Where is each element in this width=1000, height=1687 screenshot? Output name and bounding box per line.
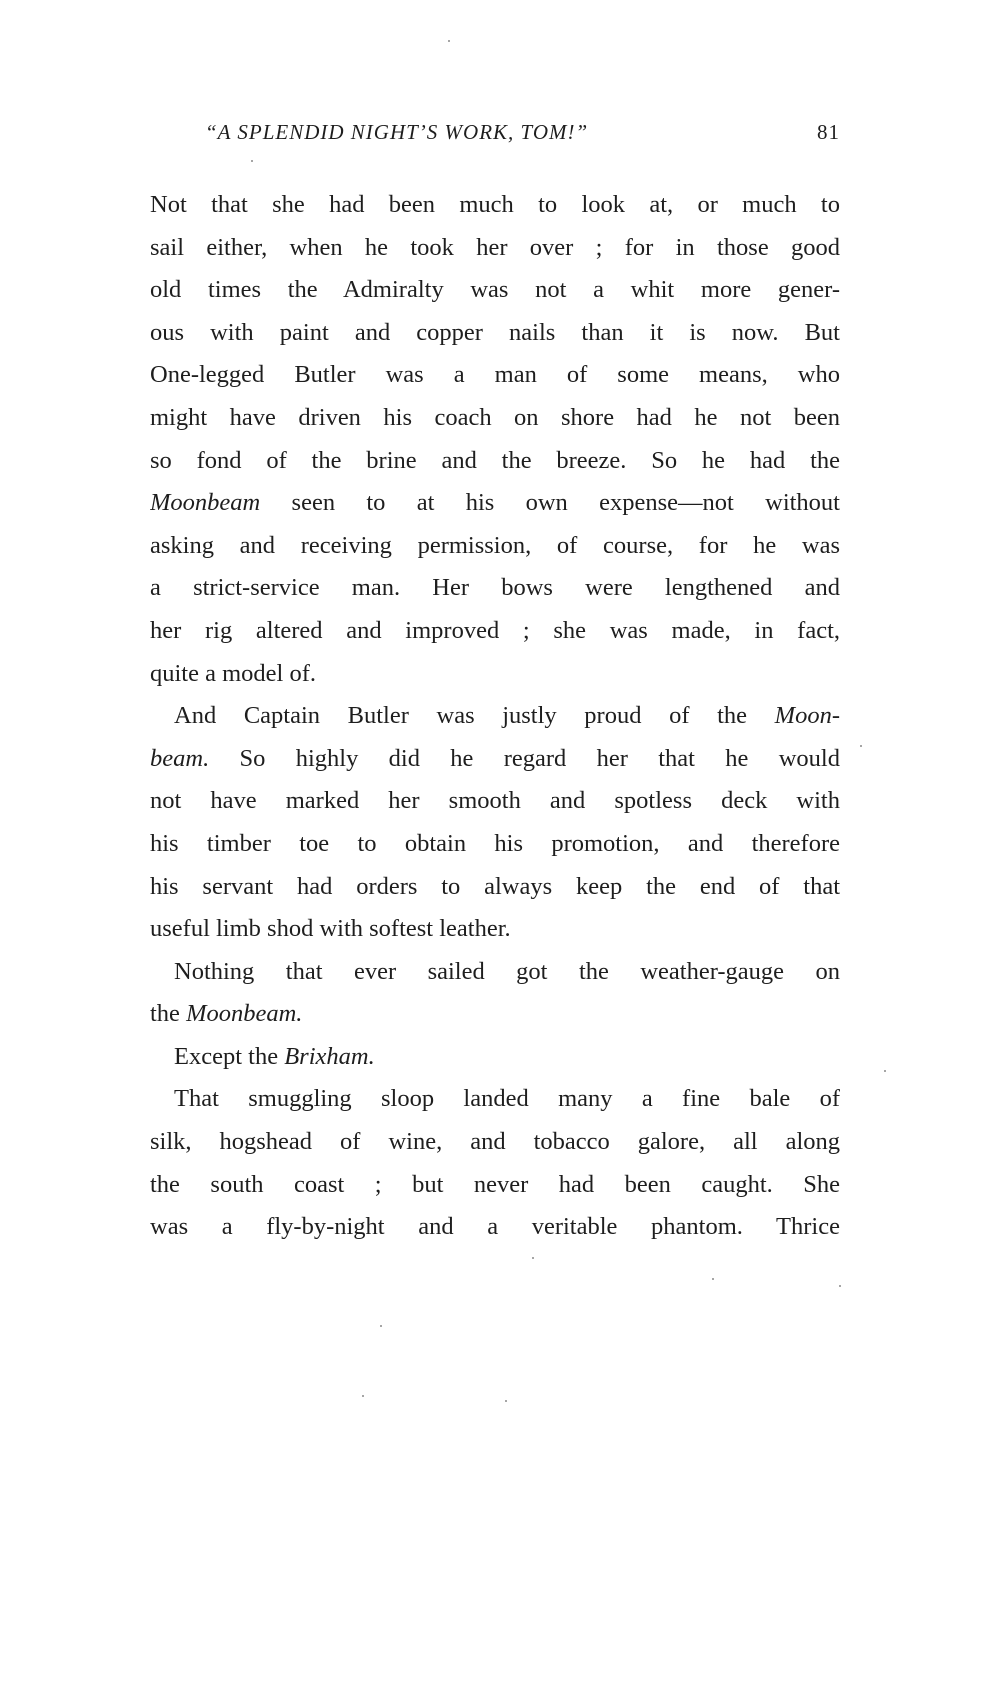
line-text: Except the xyxy=(174,1042,285,1070)
ship-name-moonbeam: beam. xyxy=(150,744,210,772)
text-line xyxy=(150,695,840,738)
text-line xyxy=(150,993,840,1036)
text-line: the south coast ; but never had been caught. She xyxy=(150,1170,840,1198)
scan-speck xyxy=(362,1395,364,1397)
text-line: might have driven his coach on shore had he not been xyxy=(150,403,840,431)
scan-speck xyxy=(251,160,253,162)
text-line: silk, hogshead of wine, and tobacco galore, all along xyxy=(150,1128,840,1156)
scan-speck xyxy=(532,1257,534,1259)
line-text: So highly did he regard her that he would xyxy=(209,744,840,772)
scan-speck xyxy=(505,1400,507,1402)
scan-speck xyxy=(884,1070,886,1072)
text-line: her rig altered and improved ; she was made, in fact, xyxy=(150,616,840,644)
text-line: ous with paint and copper nails than it is now. But xyxy=(150,318,840,346)
text-line: Nothing that ever sailed got the weather-gauge on xyxy=(174,957,840,985)
running-title: “A SPLENDID NIGHT’S WORK, TOM!” xyxy=(205,120,589,144)
text-line: his timber toe to obtain his promotion, and therefore xyxy=(150,829,840,857)
text-line: a strict-service man. Her bows were lengthened and xyxy=(150,574,840,602)
text-line: One-legged Butler was a man of some means, who xyxy=(150,361,840,389)
body-text xyxy=(150,184,840,1249)
scan-speck xyxy=(860,745,862,747)
scan-speck xyxy=(380,1325,382,1327)
text-line: quite a model of. xyxy=(150,659,317,687)
line-text: And Captain Butler was justly proud of the xyxy=(174,702,775,730)
text-line: his servant had orders to always keep the end of that xyxy=(150,872,840,900)
ship-name-moonbeam: Moonbeam xyxy=(150,489,261,517)
text-line: asking and receiving permission, of course, for he was xyxy=(150,531,840,559)
text-line: sail either, when he took her over ; for in those good xyxy=(150,233,840,261)
text-line: useful limb shod with softest leather. xyxy=(150,915,511,943)
text-line xyxy=(150,482,840,525)
line-text: seen to at his own expense—not without xyxy=(260,489,840,517)
ship-name-moonbeam: Moon- xyxy=(774,702,840,730)
scan-speck xyxy=(712,1278,714,1280)
running-header xyxy=(205,120,840,145)
ship-name-moonbeam: Moonbeam. xyxy=(186,1000,303,1028)
scan-speck xyxy=(448,40,450,42)
text-line: so fond of the brine and the breeze. So he had the xyxy=(150,446,840,474)
line-text: the xyxy=(150,1000,187,1028)
text-line: not have marked her smooth and spotless deck with xyxy=(150,787,840,815)
text-line: old times the Admiralty was not a whit more gener- xyxy=(150,276,840,304)
ship-name-brixham: Brixham. xyxy=(284,1042,375,1070)
text-line: was a fly-by-night and a veritable phantom. Thrice xyxy=(150,1213,840,1241)
text-line xyxy=(150,1036,840,1079)
text-line: That smuggling sloop landed many a fine bale of xyxy=(174,1085,840,1113)
page-number: 81 xyxy=(817,120,840,144)
text-line xyxy=(150,738,840,781)
scan-speck xyxy=(839,1285,841,1287)
text-line: Not that she had been much to look at, or much to xyxy=(150,191,840,218)
